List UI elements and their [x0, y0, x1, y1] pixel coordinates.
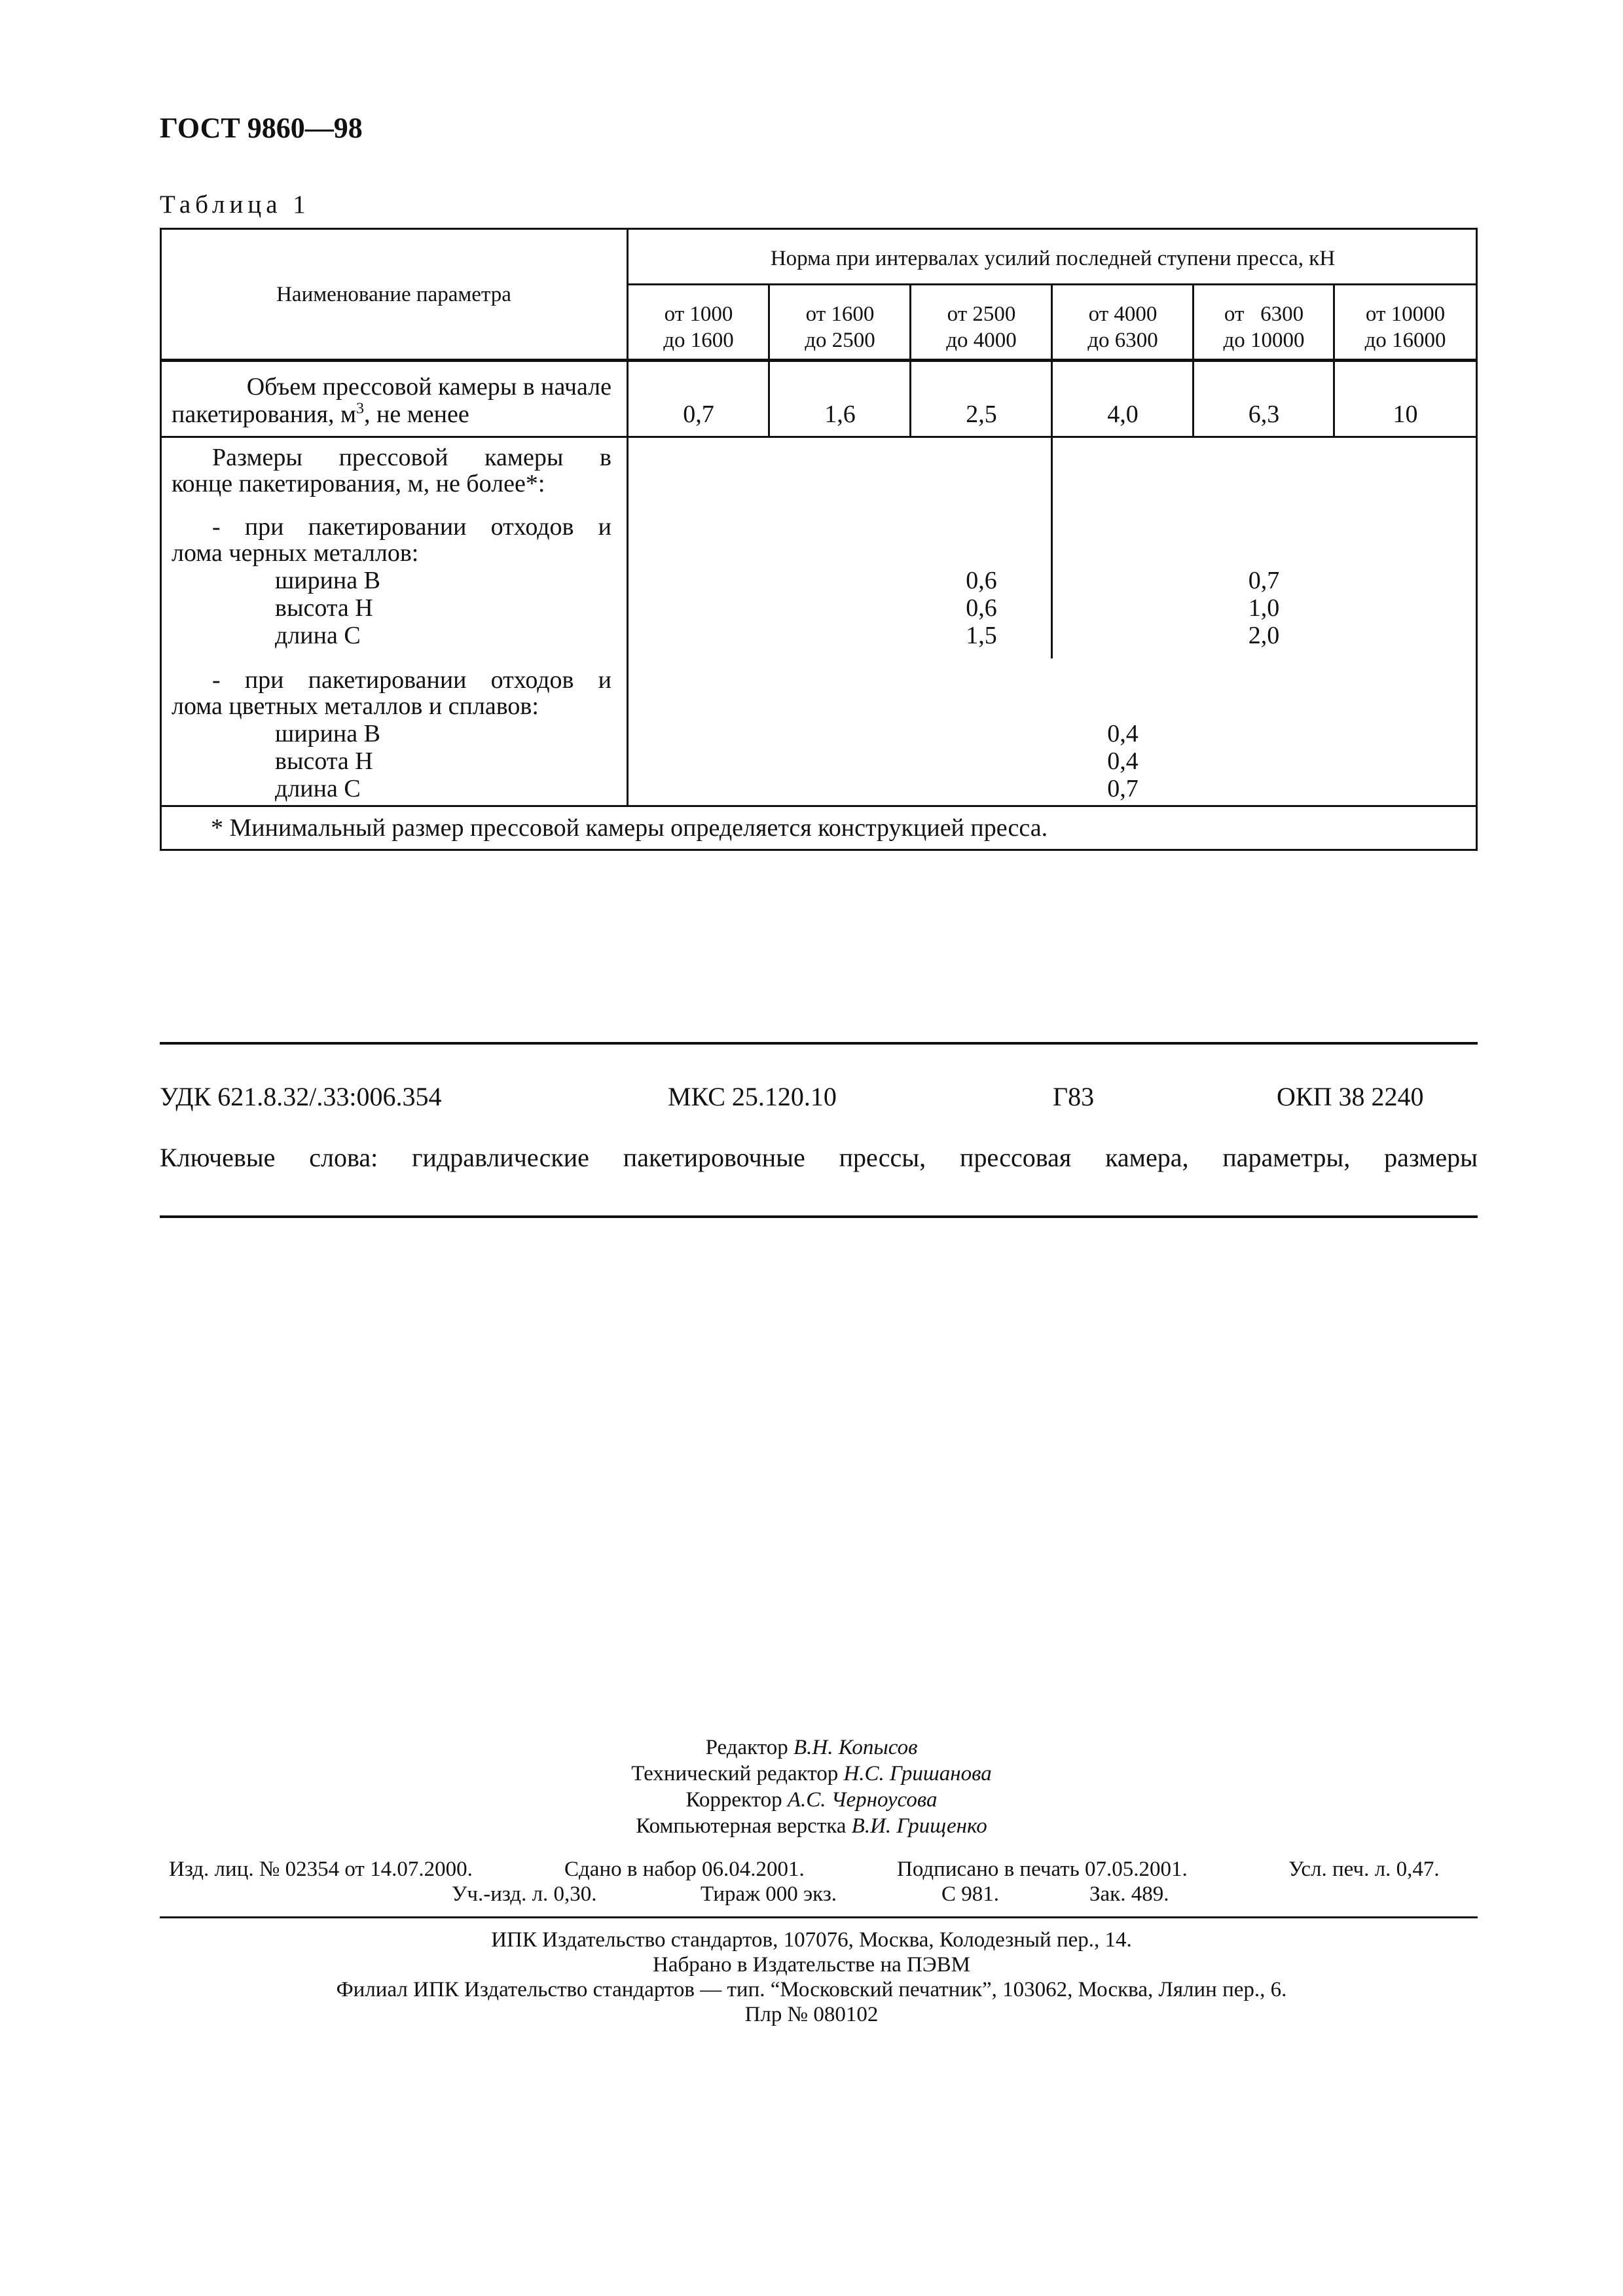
table-border-top [160, 228, 1478, 230]
table-caption: Таблица 1 [160, 190, 310, 219]
imprint-sent: Сдано в набор 06.04.2001. [564, 1857, 805, 1881]
row1-label-line1: Объем прессовой камеры в начале [246, 373, 611, 401]
publisher-line-3: Филиал ИПК Издательство стандартов — тип. “Московский печатник”, 103062, Москва, Лялин пер., 6. [336, 1978, 1287, 2001]
range-header-1: от 1000 до 1600 [663, 302, 734, 352]
ferrous-height-label: высота H [275, 594, 373, 622]
g-code: Г83 [1053, 1082, 1095, 1111]
imprint-license: Изд. лиц. № 02354 от 14.07.2000. [169, 1857, 473, 1881]
ferrous-left-length: 1,5 [966, 622, 997, 649]
header-bottom-rule [160, 359, 1478, 362]
row1-label-line2: пакетирования, $м^3$, не менее [172, 400, 469, 428]
row1-value-4: 4,0 [1107, 401, 1139, 428]
okp-code: ОКП 38 2240 [1277, 1082, 1424, 1111]
imprint-tirazh: Тираж 000 экз. [701, 1882, 837, 1906]
ferrous-line2: лома черных металлов: [172, 539, 419, 567]
ferrous-line1: - при пакетировании отходов и [212, 513, 611, 541]
credit-corrector: Корректор А.С. Черноусова [685, 1788, 938, 1812]
classification-bottom-rule [160, 1215, 1478, 1218]
imprint-zak: Зак. 489. [1089, 1882, 1169, 1906]
publisher-line-2: Набрано в Издательстве на ПЭВМ [653, 1953, 970, 1977]
nonferrous-line1: - при пакетировании отходов и [212, 666, 611, 694]
nonferrous-width-label: ширина B [275, 720, 380, 747]
ferrous-right-width: 0,7 [1248, 567, 1280, 594]
imprint-uch: Уч.-изд. л. 0,30. [452, 1882, 597, 1906]
ferrous-width-label: ширина B [275, 567, 380, 594]
footnote-rule [160, 805, 1478, 807]
ferrous-left-width: 0,6 [966, 567, 997, 594]
table-border-bottom [160, 849, 1478, 851]
nonferrous-length-label: длина C [275, 775, 361, 802]
group-header: Норма при интервалах усилий последней ступени пресса, кН [770, 247, 1336, 270]
range-header-4: от 4000 до 6300 [1087, 302, 1158, 352]
publisher-line-1: ИПК Издательство стандартов, 107076, Москва, Колодезный пер., 14. [491, 1928, 1132, 1952]
row2-label-line1: Размеры прессовой камеры в [212, 444, 611, 471]
row2-label-line2: конце пакетирования, м, не более*: [172, 470, 545, 497]
imprint-usl: Усл. печ. л. 0,47. [1288, 1857, 1440, 1881]
credit-editor: Редактор В.Н. Копысов [705, 1736, 918, 1759]
range-header-2: от 1600 до 2500 [805, 302, 875, 352]
udk-code: УДК 621.8.32/.33:006.354 [160, 1082, 442, 1111]
ferrous-length-label: длина C [275, 622, 361, 649]
table-border-right [1476, 228, 1478, 851]
nonferrous-width: 0,4 [1107, 720, 1139, 747]
publisher-line-4: Плр № 080102 [744, 2003, 879, 2026]
row1-bottom-rule [160, 436, 1478, 438]
range-header-3: от 2500 до 4000 [946, 302, 1017, 352]
range-header-6: от 10000 до 16000 [1364, 302, 1446, 352]
nonferrous-height-label: высота H [275, 747, 373, 775]
ferrous-right-height: 1,0 [1248, 594, 1280, 622]
range-header-5: от 6300 до 10000 [1223, 302, 1305, 352]
keywords: Ключевые слова: гидравлические пакетировочные прессы, прессовая камера, параметры, размеры [160, 1143, 1478, 1172]
header-divider [628, 283, 1478, 285]
imprint-signed: Подписано в печать 07.05.2001. [897, 1857, 1188, 1881]
row1-value-3: 2,5 [966, 401, 997, 428]
row1-value-5: 6,3 [1248, 401, 1280, 428]
table-footnote: * Минимальный размер прессовой камеры определяется конструкцией пресса. [211, 814, 1048, 842]
ferrous-right-length: 2,0 [1248, 622, 1280, 649]
ferrous-left-height: 0,6 [966, 594, 997, 622]
param-header: Наименование параметра [276, 283, 511, 306]
table-border-left [160, 228, 162, 851]
credit-layout: Компьютерная верстка В.И. Грищенко [636, 1814, 987, 1838]
parameters-table [160, 228, 1478, 851]
nonferrous-length: 0,7 [1107, 775, 1139, 802]
row1-value-2: 1,6 [824, 401, 856, 428]
classification-top-rule [160, 1042, 1478, 1045]
imprint-rule [160, 1916, 1478, 1918]
mks-code: МКС 25.120.10 [668, 1082, 837, 1111]
document-title: ГОСТ 9860—98 [160, 112, 363, 144]
row1-value-6: 10 [1393, 401, 1418, 428]
nonferrous-line2: лома цветных металлов и сплавов: [172, 692, 539, 720]
row1-value-1: 0,7 [683, 401, 714, 428]
credit-tech-editor: Технический редактор Н.С. Гришанова [631, 1762, 992, 1785]
nonferrous-height: 0,4 [1107, 747, 1139, 775]
imprint-c: С 981. [941, 1882, 1000, 1906]
